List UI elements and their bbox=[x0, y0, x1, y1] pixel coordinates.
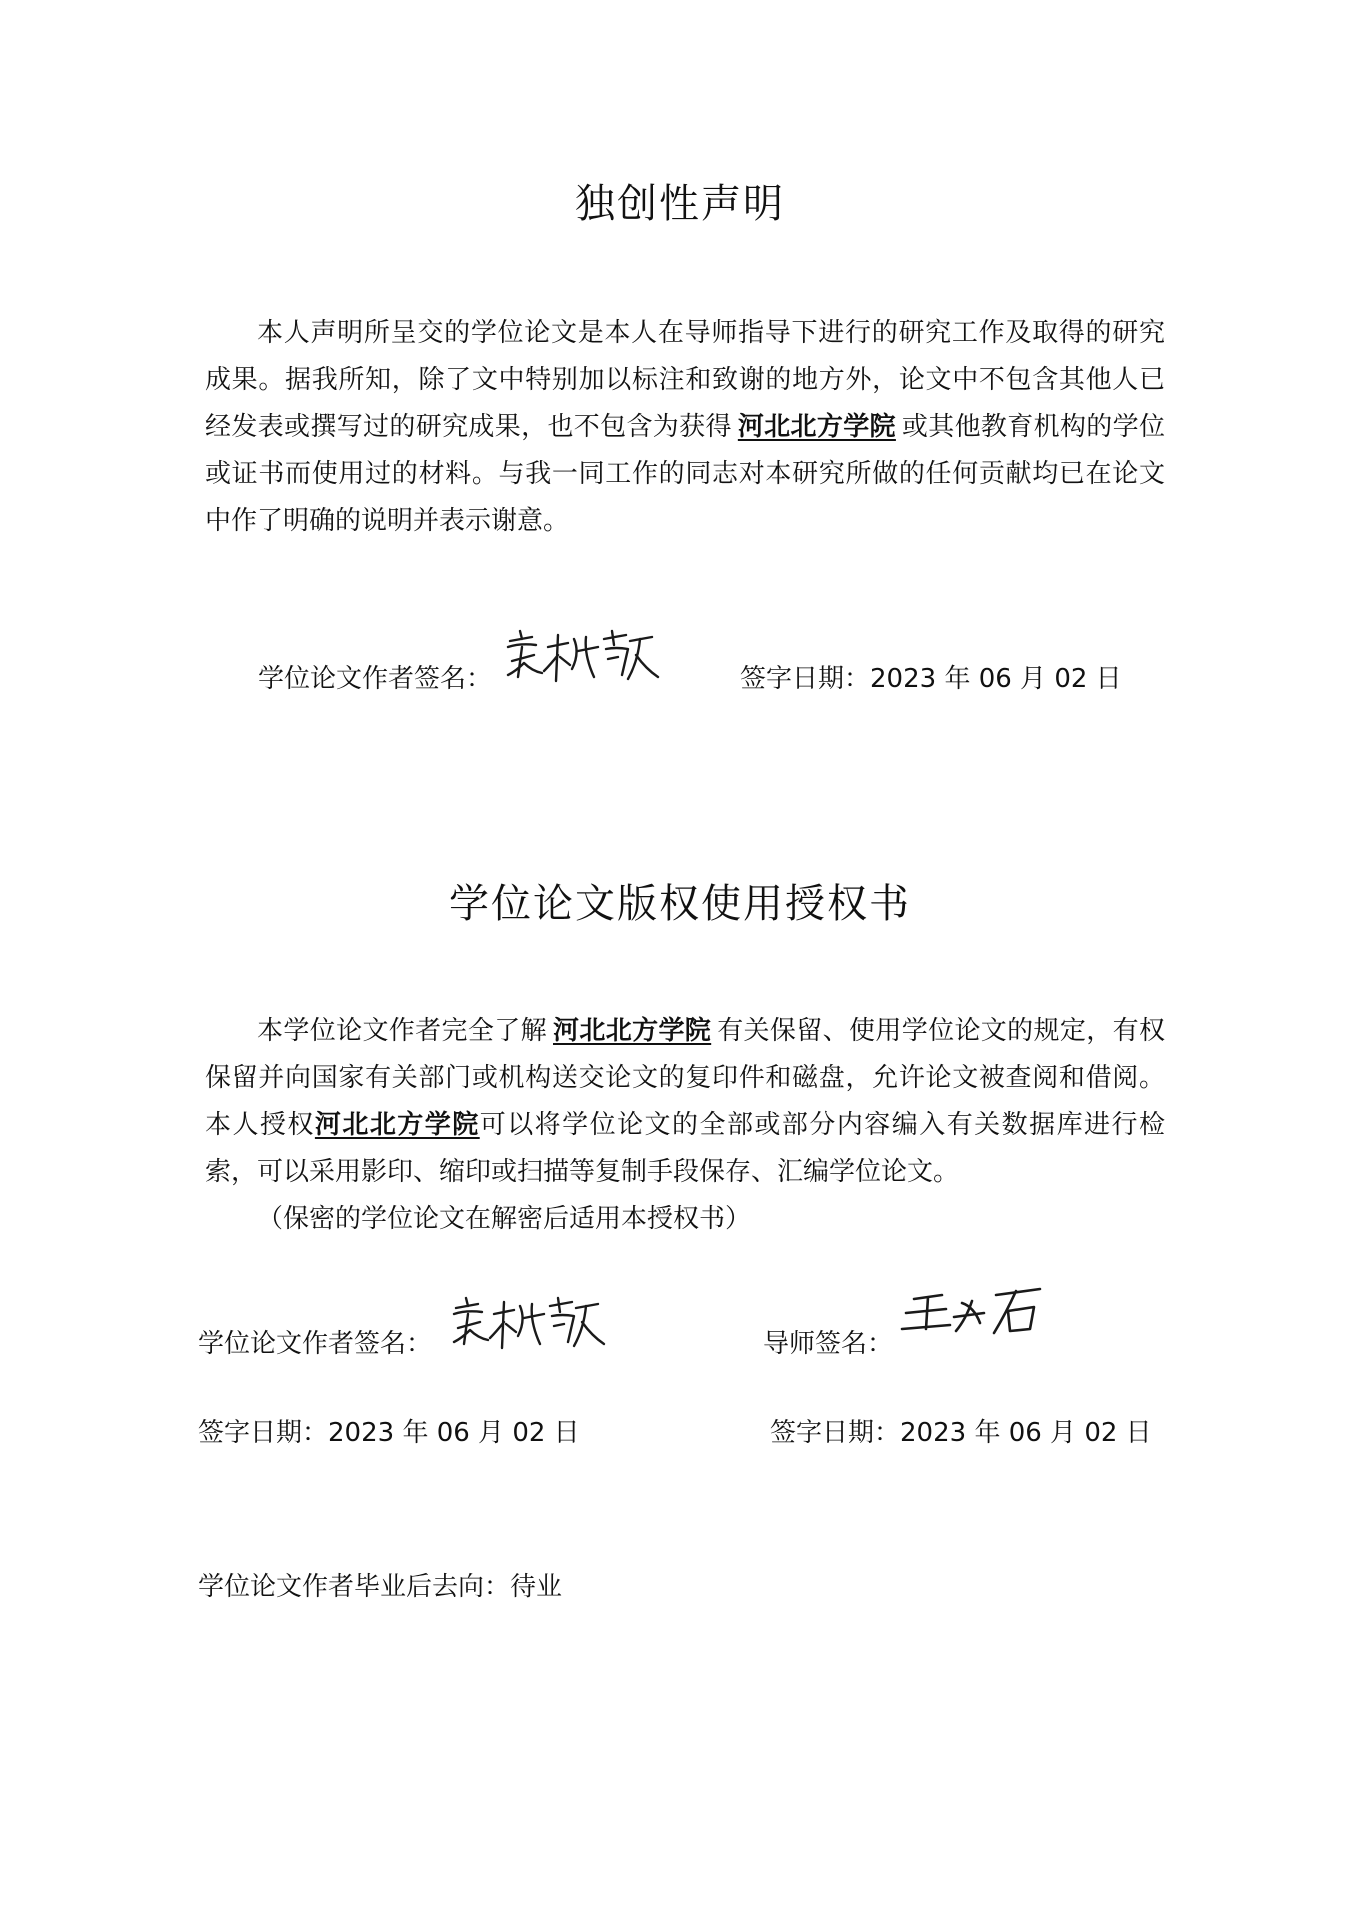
declaration-institution: 河北北方学院 bbox=[737, 412, 896, 442]
declaration-date-line bbox=[740, 658, 1122, 695]
authorization-title: 学位论文版权使用授权书 bbox=[449, 881, 911, 927]
graduate-destination-line bbox=[198, 1566, 562, 1603]
authorization-author-date-value: 2023 年 06 月 02 日 bbox=[328, 1418, 580, 1448]
authorization-text-part2: 有关保留、使用学位论文的规定，有权保留并向国家有关部门或机构送交论文的复印件和磁盘，允许论文被查阅和借阅。本人授权 bbox=[205, 1016, 1165, 1140]
advisor-signature bbox=[900, 1283, 1050, 1343]
authorization-author-date-line bbox=[198, 1412, 580, 1449]
declaration-author-signature-label: 学位论文作者签名： bbox=[258, 664, 493, 694]
authorization-text-part1: 本学位论文作者完全了解 bbox=[257, 1016, 547, 1046]
declaration-date-label: 签字日期： bbox=[740, 664, 871, 694]
authorization-advisor-date-value: 2023 年 06 月 02 日 bbox=[900, 1418, 1152, 1448]
declaration-title: 独创性声明 bbox=[575, 181, 785, 227]
authorization-advisor-date-label: 签字日期： bbox=[770, 1418, 901, 1448]
authorization-advisor-date-line bbox=[770, 1412, 1152, 1449]
authorization-author-date-label: 签字日期： bbox=[198, 1418, 329, 1448]
declaration-paragraph bbox=[205, 310, 1165, 545]
authorization-institution-2: 河北北方学院 bbox=[314, 1110, 480, 1140]
authorization-advisor-signature-line bbox=[763, 1323, 893, 1360]
declaration-date-value: 2023 年 06 月 02 日 bbox=[870, 664, 1122, 694]
author-signature-1 bbox=[502, 625, 662, 687]
authorization-institution: 河北北方学院 bbox=[553, 1016, 712, 1046]
authorization-author-signature-label: 学位论文作者签名： bbox=[198, 1329, 433, 1359]
authorization-author-signature-line bbox=[198, 1323, 432, 1360]
author-signature-2 bbox=[448, 1292, 608, 1354]
declaration-author-signature-line bbox=[258, 658, 492, 695]
graduate-destination-value: 待业 bbox=[510, 1572, 563, 1602]
graduate-destination-label: 学位论文作者毕业后去向： bbox=[198, 1572, 511, 1602]
authorization-paragraph bbox=[205, 1008, 1165, 1196]
authorization-advisor-signature-label: 导师签名： bbox=[763, 1329, 894, 1359]
declaration-text-part1: 本人声明所呈交的学位论文是本人在导师指导下进行的研究工作及取得的研究成果。据我所知，除了文中特别加以标注和致谢的地方外，论文中不包含其他人已经发表或撰写过的研究成果，也不包含为获得 bbox=[205, 318, 1165, 442]
declaration-text-part2: 或其他教育机构的学位或证书而使用过的材料。与我一同工作的同志对本研究所做的任何贡献均已在论文中作了明确的说明并表示谢意。 bbox=[205, 412, 1165, 536]
authorization-confidential-note: （保密的学位论文在解密后适用本授权书） bbox=[257, 1204, 752, 1234]
authorization-text-part3: 可以将学位论文的全部或部分内容编入有关数据库进行检索，可以采用影印、缩印或扫描等复制手段保存、汇编学位论文。 bbox=[205, 1110, 1165, 1187]
